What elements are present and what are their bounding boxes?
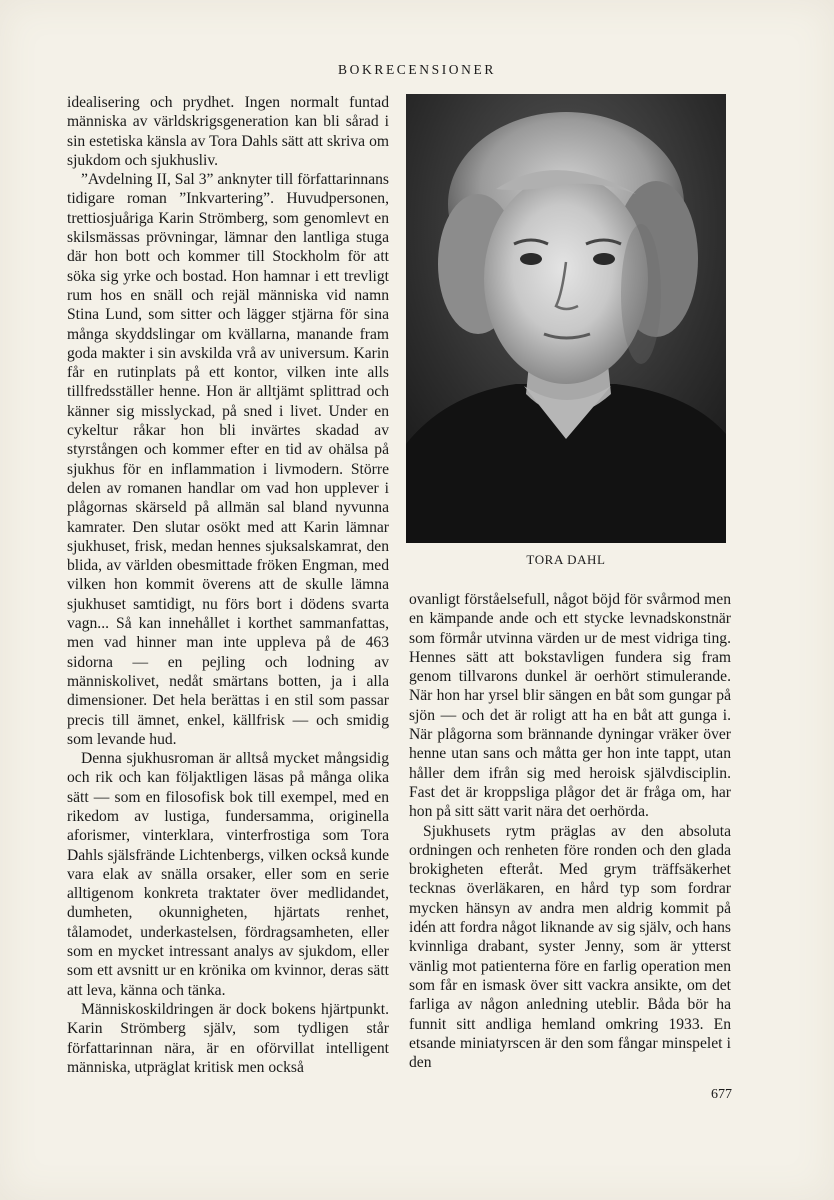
- right-text-column: [409, 590, 731, 1080]
- author-portrait-photo: [406, 94, 726, 543]
- left-paragraph-3: Denna sjukhusroman är alltså mycket mångsidig och rik och kan följaktligen läsas på många olika sätt — som en filosofisk bok till exempel, med en rikedom av lustiga, fundersamma, originella aforismer, vinterklara, vinterfrostiga som Tora Dahls själsfrände Lichtenbergs, vilken också kunde vara elak av snälla orsaker, eller som en serie alltigenom konkreta traktater över medlidandet, dumheten, okunnigheten, hjärtats renhet, tålamodet, underkastelsen, fördragsamheten, eller som en mycket intressant analys av sjukdom, eller som ett avsnitt ur en krönika om kvinnor, deras sätt att leva, känna och tänka.: [67, 750, 389, 999]
- running-header: BOKRECENSIONER: [338, 62, 496, 77]
- left-paragraph-1: idealisering och prydhet. Ingen normalt funtad människa av världskrigsgeneration kan bli sårad i sin estetiska känsla av Tora Dahls sätt att skriva om sjukdom och sjukhusliv.: [67, 94, 389, 169]
- portrait-image: [406, 94, 726, 543]
- page-number: 677: [711, 1087, 732, 1102]
- right-paragraph-1: ovanligt förståelsefull, något böjd för svårmod men en kämpande ande och ett stycke levnadskonstnär som förmår utvinna värden ur de mest vidriga ting. Hennes sätt att bokstavligen fundera sig fram genom tillvarons dunkel är oerhört stimulerande. När hon har yrsel blir sängen en båt som gungar på sjön — och det är roligt att ha en båt att gunga i. När plågorna som brännande dyningar vräker över henne utan sans och måtta ger hon inte tappt, utan håller dem ifrån sig med heroisk självdisciplin. Fast det är kroppsliga plågor det är fråga om, har hon på sitt sätt varit nära det oerhörda.: [409, 591, 731, 821]
- photo-caption: TORA DAHL: [526, 552, 606, 567]
- left-paragraph-4: Människoskildringen är dock bokens hjärtpunkt. Karin Strömberg själv, som tydligen står författarinnan nära, är en oförvillat intelligent människa, utpräglat kritisk men också: [67, 1000, 389, 1076]
- right-paragraph-2: Sjukhusets rytm präglas av den absoluta ordningen och renheten före ronden och den glada brokigheten efteråt. Med grym träffsäkerhet tecknas överläkaren, en hård typ som fordrar mycken hänsyn av andra men aldrig kommit på idén att fordra något liknande av sig själv, och hans kvinnliga drabant, syster Jenny, som är ytterst vänlig mot patienterna före en farlig operation men som får en ismask över sitt vackra ansikte, om det farliga av någon anledning uteblir. Båda bör ha funnit sitt andliga hemland omkring 1933. En etsande miniatyrscen är den som fångar minspelet i den: [409, 822, 731, 1072]
- left-text-column: [67, 93, 389, 1083]
- left-paragraph-2: ”Avdelning II, Sal 3” anknyter till författarinnans tidigare roman ”Inkvartering”. Huvudpersonen, trettiosjuåriga Karin Strömberg, som genomlevt en skilsmässas prövningar, lämnar den lantliga stuga där hon bott och kommer till Stockholm för att söka sig yrke och bostad. Hon hamnar i ett trevligt rum hos en snäll och rejäl människa vid namn Stina Lund, som sitter och lägger stjärna för sina många skyddslingar om kvällarna, manande fram goda makter i sin avskilda vrå av universum. Karin får en rutinplats på ett kontor, vilken inte alls tillfredsställer henne. Hon är alltjämt splittrad och känner sig misslyckad, på sned i livet. Under en cykeltur råkar hon bli invärtes skadad av styrstången och kommer efter en tid av ohälsa på sjukhus för en inflammation i livmodern. Större delen av romanen handlar om vad hon upplever i plågornas skärseld på allmän sal bland nyvunna kamrater. Den slutar osökt med att Karin lämnar sjukhuset, frisk, medan hennes sjuksalskamrat, den blida, av världen obesmittade fröken Engman, med vilken hon kommit överens att de skulle lämna sjukhuset samtidigt, nu förs bort i dödens svarta vagn... Så kan innehållet i korthet sammanfattas, men vad hinner man inte uppleva på de 463 sidorna — en pejling och lodning av människolivet, nedåt smärtans botten, ja i alla dimensioner. Det hela berättas i en stil som passar precis till ämnet, enkel, källfrisk — och smidig som levande hud.: [67, 171, 389, 748]
